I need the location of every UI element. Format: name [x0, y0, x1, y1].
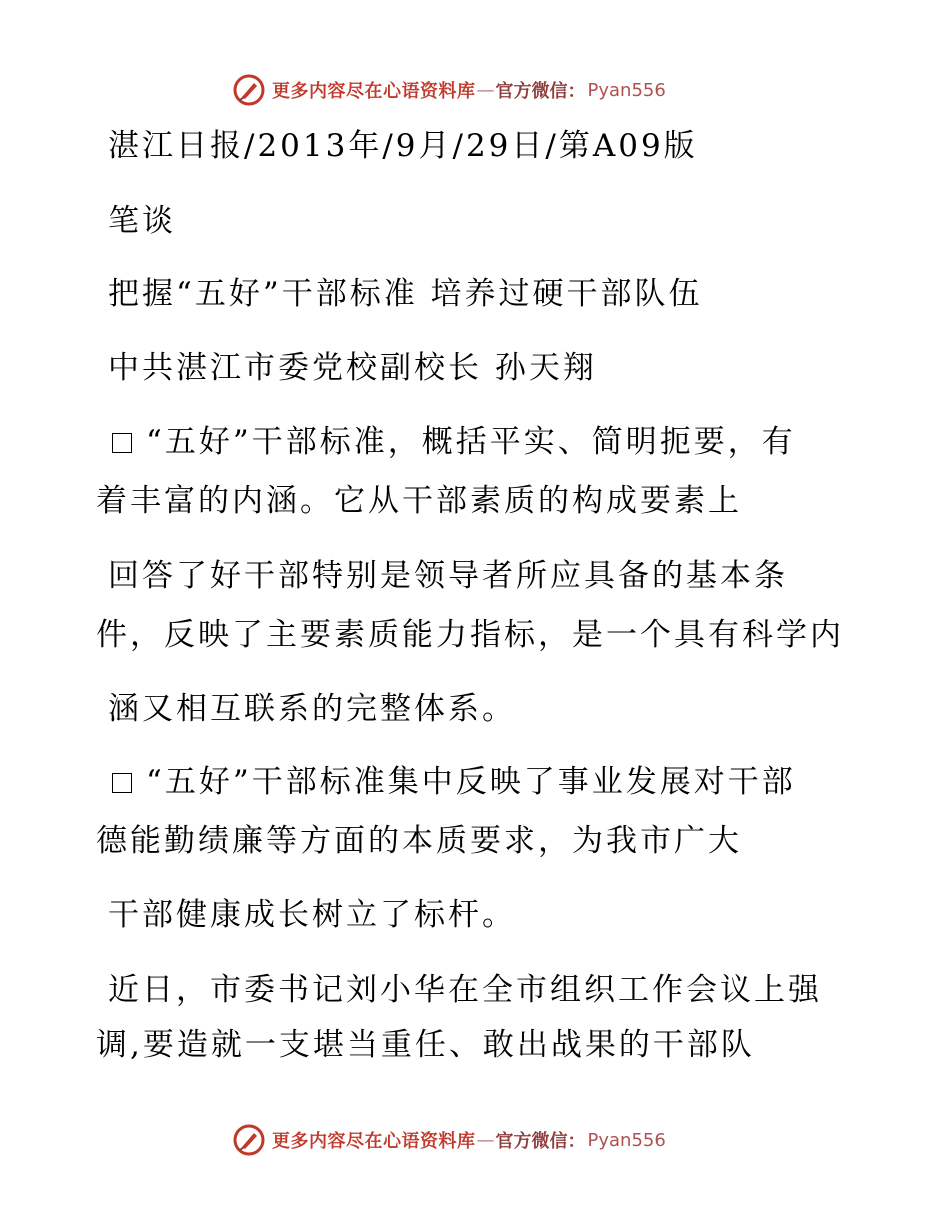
- wechat-label: 官方微信：: [495, 81, 586, 102]
- paragraph-line: “五好”干部标准集中反映了事业发展对干部: [112, 762, 796, 802]
- paragraph-line: 回答了好干部特别是领导者所应具备的基本条: [108, 558, 788, 594]
- checkbox-marker-icon: [112, 773, 132, 793]
- paragraph-line: 件，反映了主要素质能力指标，是一个具有科学内: [96, 617, 844, 653]
- watermark-text: 更多内容尽在心语资料库: [272, 1131, 476, 1152]
- paragraph-line: 涵又相互联系的完整体系。: [108, 691, 516, 727]
- checkbox-marker-icon: [112, 433, 132, 453]
- watermark-separator: —: [476, 1129, 495, 1151]
- watermark-banner-top: [232, 72, 666, 108]
- brand-logo-icon: [232, 1123, 266, 1157]
- paragraph-line: 调,要造就一支堪当重任、敢出战果的干部队: [96, 1027, 755, 1063]
- wechat-id: Pyan556: [587, 79, 666, 101]
- wechat-id: Pyan556: [587, 1129, 666, 1151]
- watermark-banner-bottom: [232, 1122, 666, 1158]
- watermark-text: 更多内容尽在心语资料库: [272, 81, 476, 102]
- paragraph-line: 干部健康成长树立了标杆。: [108, 897, 516, 933]
- paragraph-line: 着丰富的内涵。它从干部素质的构成要素上: [96, 483, 742, 519]
- source-line: 湛江日报/2013年/9月/29日/第A09版: [108, 128, 698, 164]
- wechat-label: 官方微信：: [495, 1131, 586, 1152]
- watermark-separator: —: [476, 79, 495, 101]
- headline: 把握“五好”干部标准 培养过硬干部队伍: [108, 276, 703, 312]
- paragraph-line: 近日，市委书记刘小华在全市组织工作会议上强: [108, 972, 822, 1008]
- byline: 中共湛江市委党校副校长 孙天翔: [108, 350, 597, 386]
- column-name: 笔谈: [108, 203, 176, 239]
- paragraph-line: “五好”干部标准，概括平实、简明扼要，有: [112, 422, 796, 462]
- paragraph-line: 德能勤绩廉等方面的本质要求，为我市广大: [96, 823, 742, 859]
- brand-logo-icon: [232, 73, 266, 107]
